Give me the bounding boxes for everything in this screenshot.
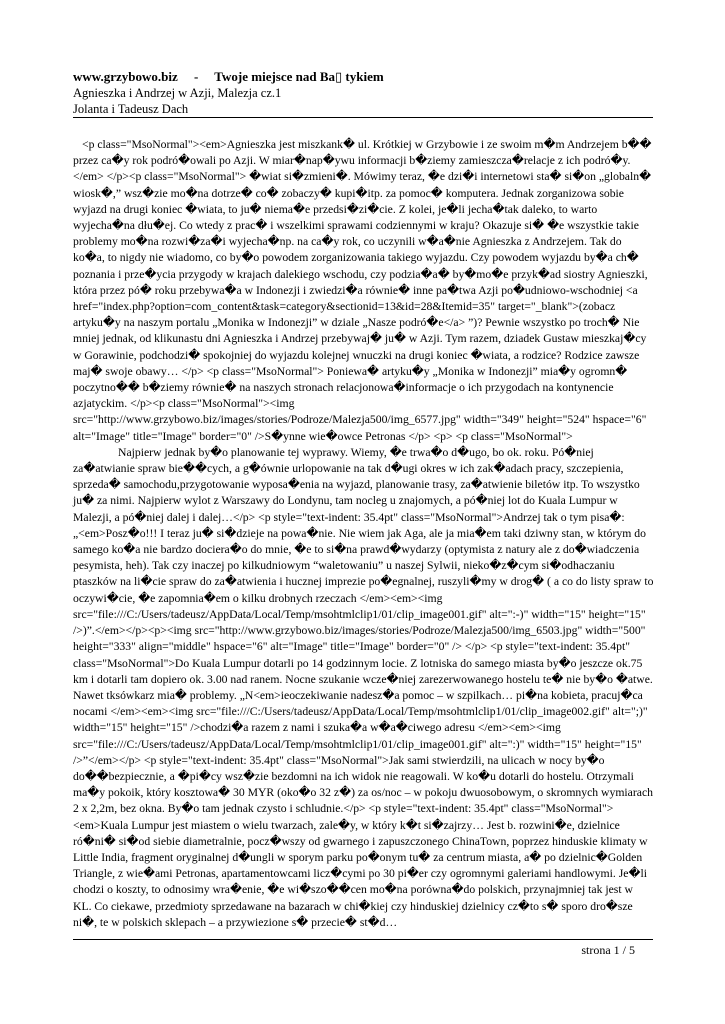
body-paragraph-2: Najpierw jednak by�o planowanie tej wyprawy. Wiemy, �e trwa�o d�ugo, bo ok. roku. Pó�niej za�atwianie spraw bie��cych, a g�ównie urlopowanie na tak d�ugi okres w ich zak�adach pracy, szczepienia, sprzeda� samochodu,przygotowanie wyposa�enia na wyjazd, planowanie trasy, za�atwienie biletów itp. To wszystko ju� za nimi. Najpierw wylot z Warszawy do Londynu, tam nocleg u znajomych, a pó�niej lot do Kuala Lumpur w Malezji, a pó�niej dalej i dalej…</p> <p style="text-indent: 35.4pt" class="MsoNormal">Andrzej tak o tym pisa�: „<em>Posz�o!!! I teraz ju� si�dzieje na powa�nie. Nie wiem jak Aga, ale ja mia�em taki dziwny stan, w którym do samego ko�a nie bardzo dociera�o do mnie, �e to si�na prawd�wydarzy (optymista z natury ale z do�wiadczenia pesymista, heh). Tak czy inaczej po kilkudniowym “waletowaniu” u naszej Sylwii, nieko�z�cym si�odhaczaniu ptaszków na li�cie spraw do za�atwienia i hucznej imprezie po�egnalnej, ruszyli�my w drog� ( a co do listy spraw to oczywi�cie, �e zapomnia�em o kilku drobnych rzeczach </em><em><img src="file:///C:/Users/tadeusz/AppData/Local/Temp/msohtmlclip1/01/clip_image001.gif" alt=":-)" width="15" height="15" />)”.</em></p><p><img src="http://www.grzybowo.biz/images/stories/Podroze/Malezja500/img_6503.jpg" width="500" height="333" align="middle" hspace="6" alt="Image" title="Image" border="0" /> </p> <p style="text-indent: 35.4pt" class="MsoNormal">Do Kuala Lumpur dotarli po 14 godzinnym locie. Z lotniska do samego miasta by�o jeszcze ok.75 km i dotarli tam dopiero ok. 3.00 nad ranem. Nocne szukanie wcze�niej zarezerwowanego hostelu te� nie by�o �atwe. Nawet tksówkarz mia� problemy. „N<em>ieoczekiwanie nadesz�a pomoc – w szpilkach… pi�na kobieta, pracuj�ca nocami </em><em><img src="file:///C:/Users/tadeusz/AppData/Local/Temp/msohtmlclip1/01/clip_image002.gif" alt=";)" width="15" height="15" />chodzi�a razem z nami i szuka�a w�a�ciwego adresu </em><em><img src="file:///C:/Users/tadeusz/AppData/Local/Temp/msohtmlclip1/01/clip_image001.gif" alt=":)" width="15" height="15" />”</em></p> <p style="text-indent: 35.4pt" class="MsoNormal">Jak sami stwierdzili, na ulicach w nocy by�o do��bezpiecznie, a �pi�cy wsz�zie bezdomni na ich widok nie reagowali. W ko�u dotarli do hostelu. Otrzymali ma�y pokoik, który kosztowa� 30 MYR (oko�o 32 z�) za os/noc – w pokoju dwuosobowym, o skromnych wymiarach 2 x 2,2m, bez okna. By�o tam jednak czysto i schludnie.</p> <p style="text-indent: 35.4pt" class="MsoNormal"><em>Kuala Lumpur jest miastem o wielu twarzach, zale�y, w który k�t si�zajrzy… Jest b. rozwini�e, dzielnice ró�ni� si�od siebie diametralnie, pocz�wszy od gwarnego i zapuszczonego ChinaTown, poprzez hinduskie klimaty w Little India, fragment oryginalnej d�ungli w sporym parku po�onym tu� za centrum miasta, a� po dzielnic�Golden Triangle, z wie�ami Petronas, apartamentowcami licz�cymi po 30 pi�er czy ogromnymi galeriami handlowymi. Je�li chodzi o koszty, to odnosimy wra�enie, �e wi�szo��cen mo�na porówna�do polskich, przynajmniej tak jest w KL. Co ciekawe, przedmioty sprzedawane na bazarach w chi�kiej czy hinduskiej dzielnicy cz�to s� sporo dro�sze ni�, te w polskich sklepach – a przywiezione s� przecie� st�d…: [73, 445, 654, 929]
article-title: Agnieszka i Andrzej w Azji, Malezja cz.1: [73, 86, 282, 100]
article-authors: Jolanta i Tadeusz Dach: [73, 102, 189, 116]
article-body: [73, 137, 654, 931]
document-header: [73, 68, 673, 117]
site-title: www.grzybowo.biz - Twoje miejsce nad Ba▯ tykiem: [73, 69, 384, 84]
header-divider: [73, 117, 653, 118]
body-paragraph-1: <p class="MsoNormal"><em>Agnieszka jest miszkank� ul. Krótkiej w Grzybowie i ze swoim m�m Andrzejem b�� przez ca�y rok podró�owali po Azji. W miar�nap�ywu informacji b�ziemy zamieszcza�relacje z ich podró�y. </em> </p><p class="MsoNormal"> �wiat si�zmieni�. Mówimy teraz, �e dzi�i internetowi sta� si�on „globaln� wiosk�,” wsz�zie mo�na dotrze� co� zobaczy� kupi�itp. za pomoc� komputera. Jednak zorganizowa sobie wyjazd na drugi koniec �wiata, to ju� niema�e przedsi�zi�cie. Z kolei, je�li jecha�tak daleko, to warto wyjecha�na dłu�ej. Co wtedy z prac� i wszelkimi sprawami codziennymi w kraju? Okazuje si� �e wszystkie takie problemy mo�na rozwi�za�i wyjecha�np. na ca�y rok, co uczynili w�a�nie Agnieszka z Andrzejem. Tak do ko�a, to nigdy nie wiadomo, co by�o powodem zorganizowania takiego wyjazdu. Czy powodem wyjazdu by�a ch� poznania i prze�ycia przygody w krajach dalekiego wschodu, czy podzia�a� by�mo�e przyk�ad siostry Agnieszki, która przez pó� roku przebywa�a w Indonezji i zwiedzi�a równie� inne pa�twa Azji po�udniowo-wschodniej <a href="index.php?option=com_content&task=category&sectionid=13&id=28&Itemid=35" target="_blank">(zobacz artyku�y na naszym portalu „Monika w Indonezji” w dziale „Nasze podró�e</a> ”)? Pewnie wszystko po troch� Nie mniej jednak, od klikunastu dni Agnieszka i Andrzej przebywaj� ju� w Azji. Tym razem, dziadek Gustaw mieszkaj�cy w Gorawinie, podchodzi� spokojniej do wyjazdu kolejnej wnuczki na drugi koniec �wiata, a rodzice? Rodzice zawsze maj� swoje obawy… </p> <p class="MsoNormal"> Poniewa� artyku�y „Monika w Indonezji” mia�y ogromn� poczytno�� b�ziemy równie� na naszych stronach relacjonowa�informacje o ich przygodach na kontynencie azjatyckim. </p><p class="MsoNormal"><img src="http://www.grzybowo.biz/images/stories/Podroze/Malezja500/img_6577.jpg" width="349" height="524" hspace="6" alt="Image" title="Image" border="0" />S�ynne wie�owce Petronas </p> <p> <p class="MsoNormal">: [73, 138, 652, 443]
footer-divider: [73, 939, 653, 940]
page-number: strona 1 / 5: [581, 943, 635, 957]
